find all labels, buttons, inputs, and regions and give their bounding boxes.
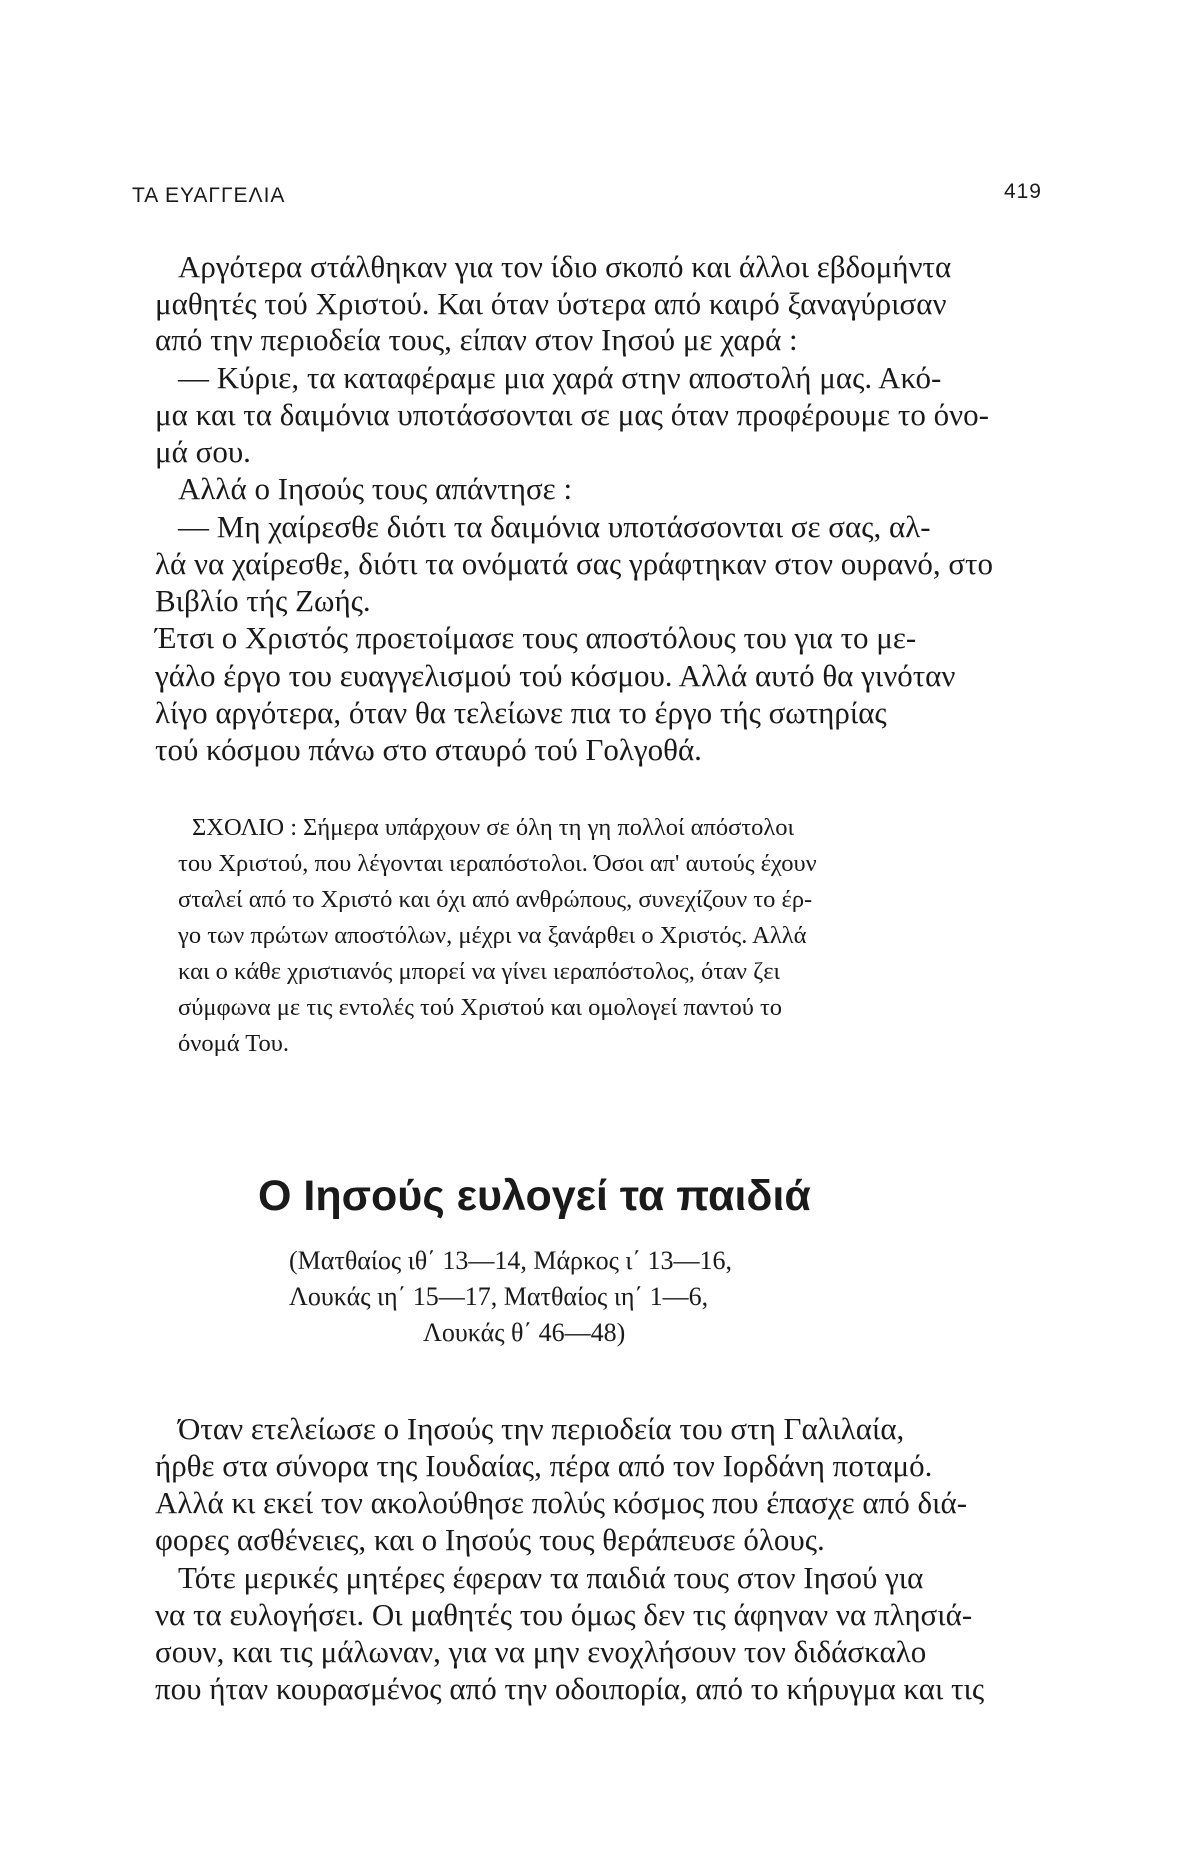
- text-line: που ήταν κουρασμένος από την οδοιπορία, από το κήρυγμα και τις: [155, 1671, 985, 1706]
- text-line: Αλλά ο Ιησούς τους απάντησε :: [178, 471, 573, 506]
- text-line: Αργότερα στάλθηκαν για τον ίδιο σκοπό και άλλοι εβδομήντα: [178, 249, 952, 284]
- text-line: μά σου.: [155, 434, 251, 469]
- text-line: Βιβλίο τής Ζωής.: [155, 583, 371, 618]
- text-line: μαθητές τού Χριστού. Και όταν ύστερα από καιρό ξαναγύρισαν: [155, 286, 947, 321]
- text-line: γάλο έργο του ευαγγελισμού τού κόσμου. Αλλά αυτό θα γινόταν: [155, 658, 956, 693]
- text-line: Τότε μερικές μητέρες έφεραν τα παιδιά τους στον Ιησού για: [178, 1560, 924, 1595]
- text-line: τού κόσμου πάνω στο σταυρό τού Γολγοθά.: [155, 732, 702, 767]
- running-title: ΤΑ ΕΥΑΓΓΕΛΙΑ: [132, 184, 286, 207]
- text-line: — Κύριε, τα καταφέραμε μια χαρά στην αποστολή μας. Ακό-: [178, 360, 942, 395]
- note-line: του Χριστού, που λέγονται ιεραπόστολοι. Όσοι απ' αυτούς έχουν: [178, 850, 817, 877]
- text-line: από την περιοδεία τους, είπαν στον Ιησού με χαρά :: [155, 322, 798, 357]
- reference-line: (Ματθαίος ιθ΄ 13—14, Μάρκος ι΄ 13—16,: [289, 1246, 733, 1275]
- note-line: όνομά Του.: [178, 1030, 290, 1057]
- running-head: [132, 180, 1042, 214]
- note-line: ΣΧΟΛΙΟ : Σήμερα υπάρχουν σε όλη τη γη πολλοί απόστολοι: [192, 814, 795, 841]
- note-line: και ο κάθε χριστιανός μπορεί να γίνει ιεραπόστολος, όταν ζει: [178, 958, 781, 985]
- text-line: φορες ασθένειες, και ο Ιησούς τους θεράπευσε όλους.: [155, 1522, 825, 1557]
- text-line: ήρθε στα σύνορα της Ιουδαίας, πέρα από τον Ιορδάνη ποταμό.: [155, 1448, 933, 1483]
- text-line: μα και τα δαιμόνια υποτάσσονται σε μας όταν προφέρουμε το όνο-: [155, 397, 989, 432]
- reference-line: Λουκάς ιη΄ 15—17, Ματθαίος ιη΄ 1—6,: [289, 1282, 709, 1311]
- chapter-heading: Ο Ιησούς ευλογεί τα παιδιά: [258, 1172, 811, 1220]
- text-line: σουν, και τις μάλωναν, για να μην ενοχλήσουν τον διδάσκαλο: [155, 1634, 927, 1669]
- text-line: — Μη χαίρεσθε διότι τα δαιμόνια υποτάσσονται σε σας, αλ-: [178, 509, 931, 544]
- reference-line: Λουκάς θ΄ 46—48): [423, 1318, 626, 1347]
- note-line: γο των πρώτων αποστόλων, μέχρι να ξανάρθει ο Χριστός. Αλλά: [178, 922, 807, 949]
- text-line: λίγο αργότερα, όταν θα τελείωνε πια το έργο τής σωτηρίας: [155, 695, 887, 730]
- note-line: σταλεί από το Χριστό και όχι από ανθρώπους, συνεχίζουν το έρ-: [178, 886, 813, 913]
- text-line: Όταν ετελείωσε ο Ιησούς την περιοδεία του στη Γαλιλαία,: [178, 1411, 905, 1446]
- text-line: Αλλά κι εκεί τον ακολούθησε πολύς κόσμος που έπασχε από διά-: [155, 1485, 968, 1520]
- page-number: 419: [1003, 180, 1042, 203]
- note-line: σύμφωνα με τις εντολές τού Χριστού και ομολογεί παντού το: [178, 994, 783, 1021]
- text-line: να τα ευλογήσει. Οι μαθητές του όμως δεν τις άφηναν να πλησιά-: [155, 1597, 973, 1632]
- text-line: λά να χαίρεσθε, διότι τα ονόματά σας γράφτηκαν στον ουρανό, στο: [155, 546, 994, 581]
- text-line: Έτσι ο Χριστός προετοίμασε τους αποστόλους του για το με-: [155, 620, 917, 655]
